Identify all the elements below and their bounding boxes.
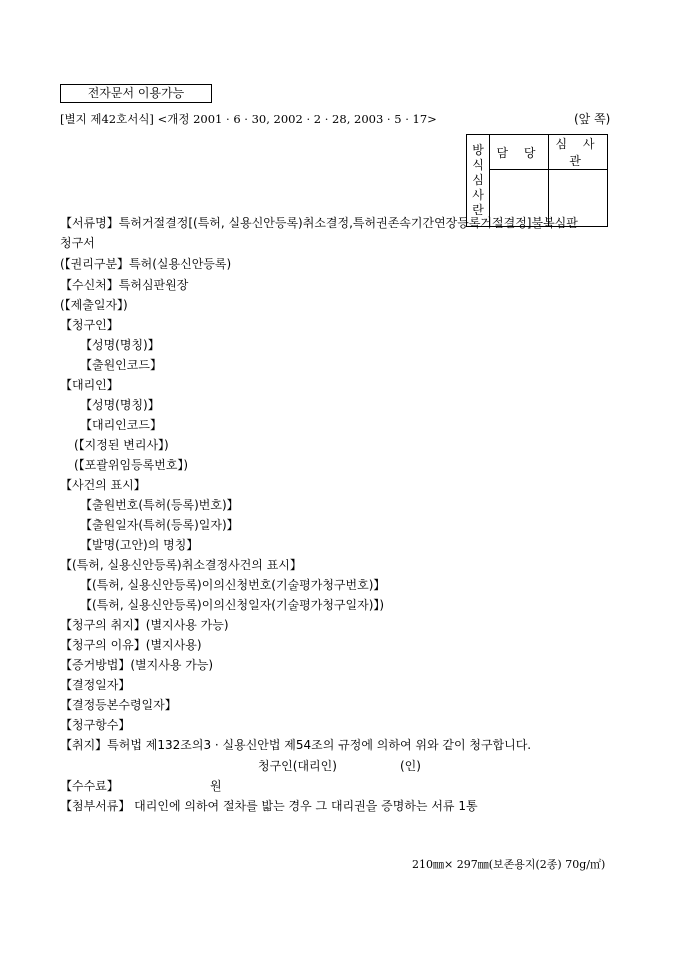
- line-applicant-code: 【출원인코드】: [80, 358, 162, 372]
- signature-label: 청구인(대리인): [258, 759, 337, 773]
- line-right-type: (【권리구분】특허(실용신안등록): [60, 257, 232, 271]
- line-recipient: 【수신처】특허심판원장: [60, 278, 189, 292]
- line-general-power-number: (【포괄위임등록번호】): [74, 458, 189, 472]
- fee-label: 【수수료】: [60, 779, 119, 793]
- line-cancellation-case: 【(특허, 실용신안등록)취소결정사건의 표시】: [60, 558, 302, 572]
- electronic-document-badge: 전자문서 이용가능: [60, 84, 212, 103]
- line-petitioner-name: 【성명(명칭)】: [80, 338, 160, 352]
- line-agent-name: 【성명(명칭)】: [80, 398, 160, 412]
- line-purport: 【취지】특허법 제132조의3 · 실용신안법 제54조의 규정에 의하여 위와 같이 청구합니다.: [60, 738, 532, 752]
- line-opposition-date: 【(특허, 실용신안등록)이의신청일자(기술평가청구일자)】): [80, 598, 385, 612]
- line-claim-count: 【청구항수】: [60, 718, 131, 732]
- line-submission-date: (【제출일자】): [60, 298, 128, 312]
- line-petitioner: 【청구인】: [60, 318, 119, 332]
- review-box-label: 방 식 심 사 란: [467, 135, 490, 227]
- line-invention-title: 【발명(고안)의 명칭】: [80, 538, 199, 552]
- line-decision-date: 【결정일자】: [60, 678, 131, 692]
- line-claim-purpose: 【청구의 취지】(별지사용 가능): [60, 618, 229, 632]
- line-case-indication: 【사건의 표시】: [60, 478, 146, 492]
- line-designated-attorney: (【지정된 변리사】): [74, 438, 169, 452]
- line-decision-receipt-date: 【결정등본수령일자】: [60, 698, 177, 712]
- line-opposition-number: 【(특허, 실용신안등록)이의신청번호(기술평가청구번호)】: [80, 578, 386, 592]
- fee-unit: 원: [210, 779, 222, 793]
- line-application-date: 【출원일자(특허(등록)일자)】: [80, 518, 239, 532]
- review-box: [466, 134, 608, 227]
- attachment-line: 【첨부서류】 대리인에 의하여 절차를 밟는 경우 그 대리권을 증명하는 서류 1통: [60, 799, 478, 813]
- line-document-name: 【서류명】특허거절결정[(특허, 실용신안등록)취소결정,특허권존속기간연장등록거절결정]불복심판: [60, 216, 578, 230]
- page-side: (앞 쪽): [574, 112, 611, 126]
- review-col-officer: 담 당: [490, 135, 549, 170]
- signature-seal: (인): [400, 759, 421, 773]
- line-evidence: 【증거방법】(별지사용 가능): [60, 658, 214, 672]
- review-col-examiner: 심 사 관: [549, 135, 608, 170]
- line-document-name-cont: 청구서: [60, 236, 95, 250]
- line-claim-reason: 【청구의 이유】(별지사용): [60, 638, 202, 652]
- line-agent-code: 【대리인코드】: [80, 418, 162, 432]
- line-agent: 【대리인】: [60, 378, 119, 392]
- line-application-number: 【출원번호(특허(등록)번호)】: [80, 498, 239, 512]
- form-info: [별지 제42호서식] <개정 2001 · 6 · 30, 2002 · 2 · 28, 2003 · 5 · 17>: [60, 112, 437, 126]
- paper-spec-footer: 210㎜× 297㎜(보존용지(2종) 70g/㎡): [412, 858, 606, 871]
